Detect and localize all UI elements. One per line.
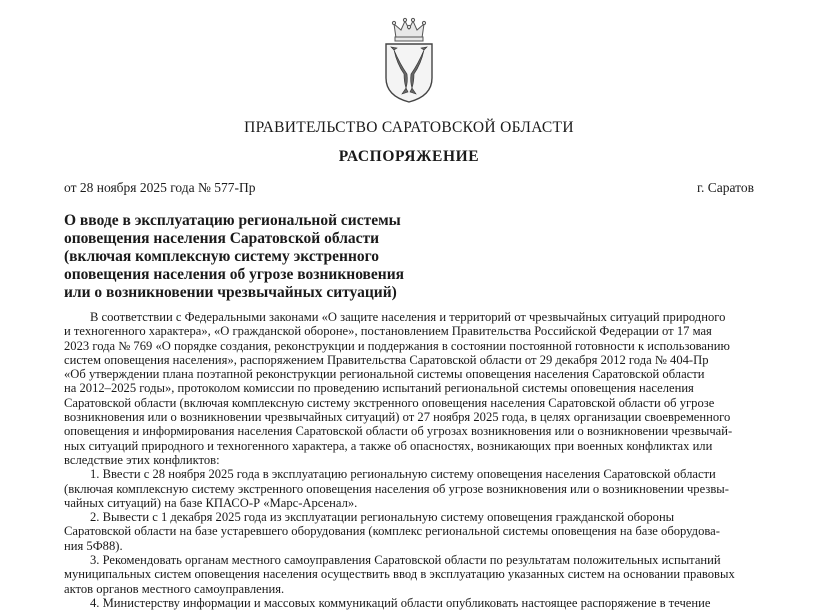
body-line: Саратовской области (включая комплексную систему экстренного оповещения населения Саратовской области об угрозе [64,395,715,410]
body-line: и техногенного характера», «О гражданской обороне», постановлением Правительства Российской Федерации от 17 мая [64,324,712,339]
body-line: возникновения или о возникновении чрезвычайных ситуаций) от 27 ноября 2025 года, в целях организации своевременного [64,410,731,425]
body-line: на 2012–2025 годы», протоколом комиссии по проведению испытаний региональной системы оповещения населения [64,381,694,396]
subject-line: или о возникновении чрезвычайных ситуаций) [64,284,397,301]
body-line: актов органов местного самоуправления. [64,581,285,596]
document-body [64,310,754,610]
body-line: 3. Рекомендовать органам местного самоуправления Саратовской области по результатам положительных испытаний [90,553,721,568]
body-line: Саратовской области на базе устаревшего оборудования (комплекс региональной системы оповещения на базе оборудова- [64,524,720,539]
government-title: ПРАВИТЕЛЬСТВО САРАТОВСКОЙ ОБЛАСТИ [244,119,574,136]
body-line: 1. Ввести с 28 ноября 2025 года в эксплуатацию региональную систему оповещения населения Саратовской области [90,467,716,482]
document-subject [64,212,464,302]
body-line: 2023 года № 769 «О порядке создания, реконструкции и поддержания в состоянии постоянной готовности к использованию [64,338,730,353]
body-line: вследствие этих конфликтов: [64,452,220,467]
subject-line: О вводе в эксплуатацию региональной системы [64,212,401,229]
body-line: ния 5Ф88). [64,538,123,553]
body-line: систем оповещения населения», распоряжением Правительства Саратовской области от 29 декабря 2012 года № 404-Пр [64,352,709,367]
document-city: г. Саратов [697,180,754,195]
subject-line: оповещения населения об угрозе возникновения [64,266,405,283]
body-line: оповещения и информирования населения Саратовской области об угрозах возникновения или о возникновении чрезвычай- [64,424,733,439]
body-line: (включая комплексную систему экстренного оповещения населения об угрозе возникновения или о возникновении чрезвы- [64,481,729,496]
body-line: 4. Министерству информации и массовых коммуникаций области опубликовать настоящее распоряжение в течение [90,595,711,610]
subject-line: (включая комплексную систему экстренного [64,248,380,265]
document-date-number: от 28 ноября 2025 года № 577-Пр [64,180,256,195]
document-type: РАСПОРЯЖЕНИЕ [338,148,480,165]
body-line: чайных ситуаций) на базе КПАСО-Р «Марс-Арсенал». [64,495,358,510]
saratov-coat-of-arms-icon [380,16,438,104]
body-line: В соответствии с Федеральными законами «О защите населения и территорий от чрезвычайных ситуаций природного [90,310,726,324]
subject-line: оповещения населения Саратовской области [64,230,380,247]
body-line: 2. Вывести с 1 декабря 2025 года из эксплуатации региональную систему оповещения гражданской обороны [90,510,675,525]
body-line: муниципальных систем оповещения населения осуществить ввод в эксплуатацию указанных систем на основании правовых [64,567,735,582]
body-line: «Об утверждении плана поэтапной реконструкции региональной системы оповещения населения Саратовской области [64,367,705,382]
body-line: ных ситуаций природного и техногенного характера, а также об опасностях, возникающих при военных конфликтах или [64,438,713,453]
